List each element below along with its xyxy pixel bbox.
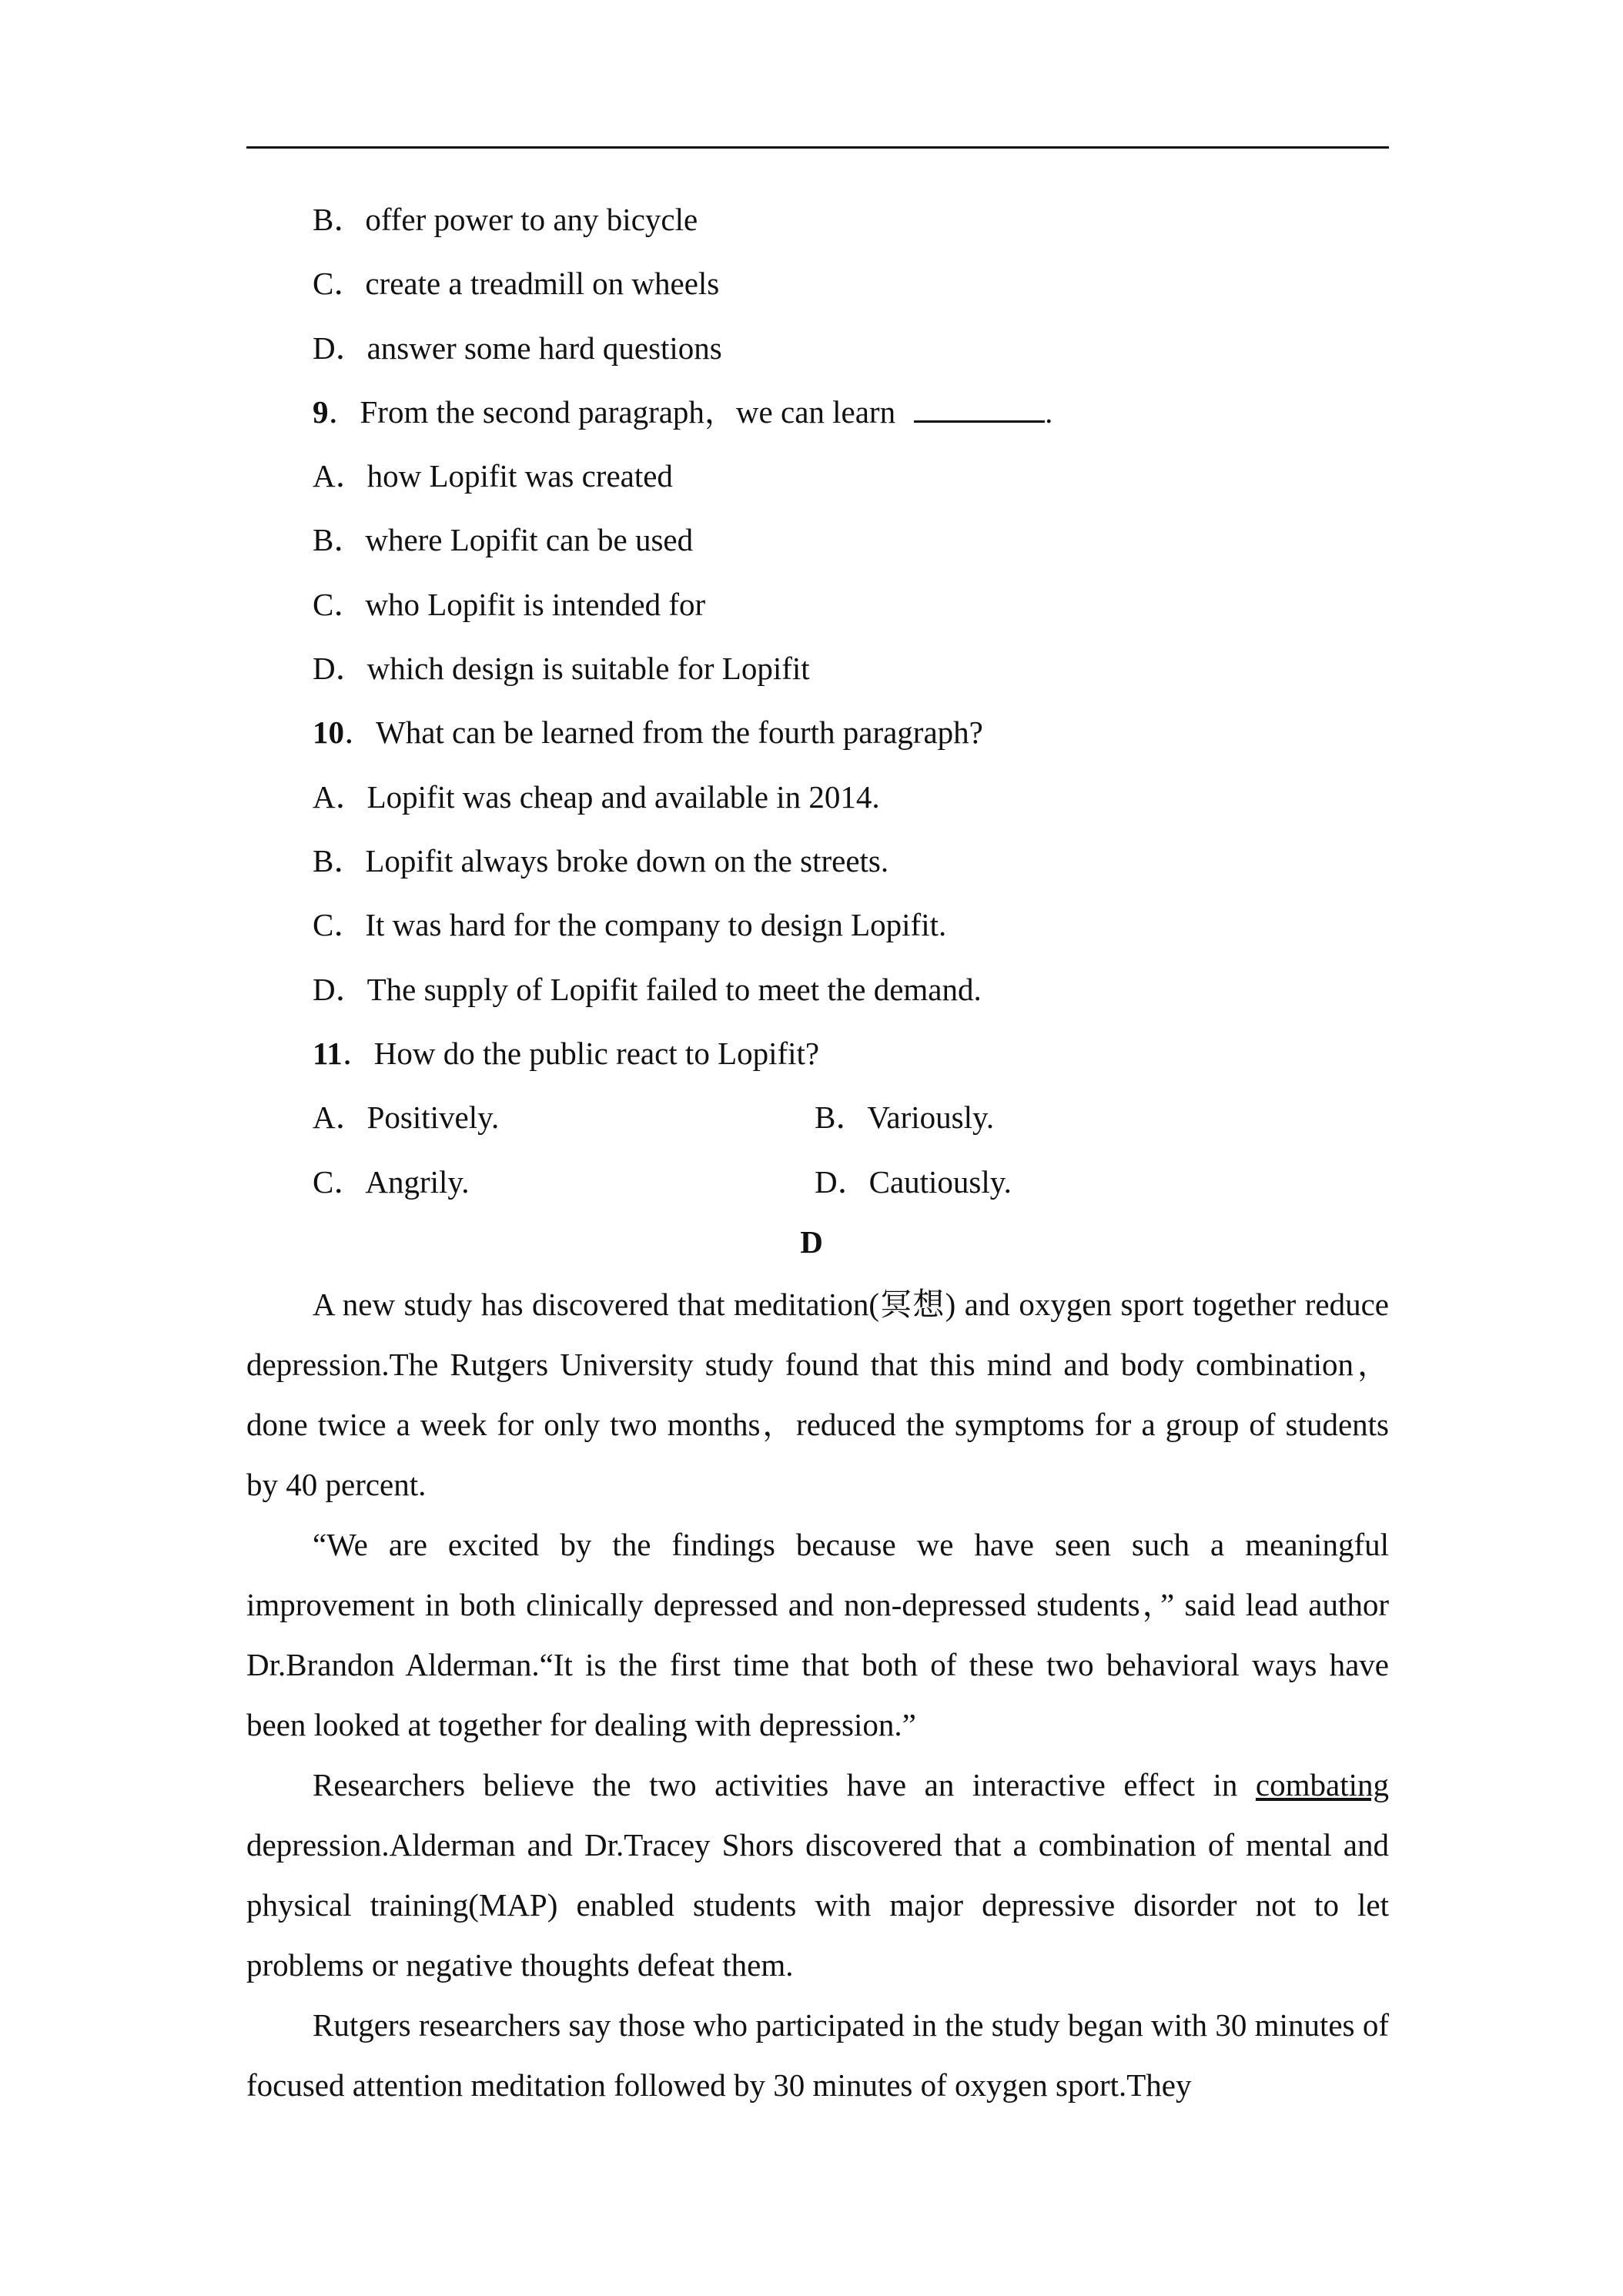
- q10-option-d: D．The supply of Lopifit failed to meet the demand.: [313, 972, 982, 1007]
- q11-option-c: C．Angrily.: [313, 1164, 470, 1200]
- q8-option-b: B．offer power to any bicycle: [313, 202, 698, 237]
- q10-number: 10: [313, 715, 344, 750]
- q11-option-d: D．Cautiously.: [815, 1164, 1012, 1200]
- passage-paragraph-4: Rutgers researchers say those who participated in the study began with 30 minutes of focused attention meditation followed by 30 minutes of oxygen sport.They: [246, 2007, 1389, 2103]
- q10-text: ．What can be learned from the fourth paragraph?: [344, 715, 983, 750]
- q9-number: 9: [313, 394, 329, 430]
- q9-text: ．From the second paragraph，we can learn: [328, 394, 896, 430]
- passage-d: [246, 1274, 1389, 2115]
- header-rule: [246, 146, 1389, 149]
- p3-before: Researchers believe the two activities have an interactive effect in: [313, 1767, 1256, 1802]
- q10-stem: [313, 713, 983, 751]
- q9-option-a: A．how Lopifit was created: [313, 458, 673, 494]
- q11-text: ．How do the public react to Lopifit?: [342, 1036, 820, 1071]
- q11-option-b: B．Variously.: [815, 1099, 995, 1135]
- underlined-word: combating: [1255, 1767, 1389, 1802]
- q10-option-c: C．It was hard for the company to design Lopifit.: [313, 907, 947, 942]
- q10-option-a: A．Lopifit was cheap and available in 2014.: [313, 779, 880, 815]
- passage-paragraph-3: [246, 1755, 1389, 1995]
- q9-option-c: C．who Lopifit is intended for: [313, 587, 706, 622]
- q9-option-b: B．where Lopifit can be used: [313, 522, 694, 557]
- q9-answer-blank: [914, 394, 1045, 423]
- q11-stem: [313, 1034, 819, 1073]
- q10-option-b: B．Lopifit always broke down on the streets.: [313, 843, 889, 879]
- passage-paragraph-1: A new study has discovered that meditation(冥想) and oxygen sport together reduce depression.The Rutgers University study found that this mind and body combination，done twice a week for only two months，reduced the symptoms for a group of students by 40 percent.: [246, 1287, 1389, 1502]
- q11-number: 11: [313, 1036, 343, 1071]
- q9-stem: [313, 393, 1052, 431]
- q9-option-d: D．which design is suitable for Lopifit: [313, 651, 810, 686]
- p3-after: depression.Alderman and Dr.Tracey Shors discovered that a combination of mental and physical training(MAP) enabled students with major depressive disorder not to let problems or negative thoughts defeat them.: [246, 1827, 1389, 1983]
- passage-paragraph-2: “We are excited by the findings because we have seen such a meaningful improvement in both clinically depressed and non-depressed students，” said lead author Dr.Brandon Alderman.“It is the first time that both of these two behavioral ways have been looked at together for dealing with depression.”: [246, 1527, 1389, 1742]
- section-title: D: [800, 1224, 823, 1260]
- q8-option-d: D．answer some hard questions: [313, 330, 722, 366]
- q9-end: .: [1045, 394, 1053, 430]
- q11-option-a: A．Positively.: [313, 1099, 500, 1135]
- q8-option-c: C．create a treadmill on wheels: [313, 266, 720, 301]
